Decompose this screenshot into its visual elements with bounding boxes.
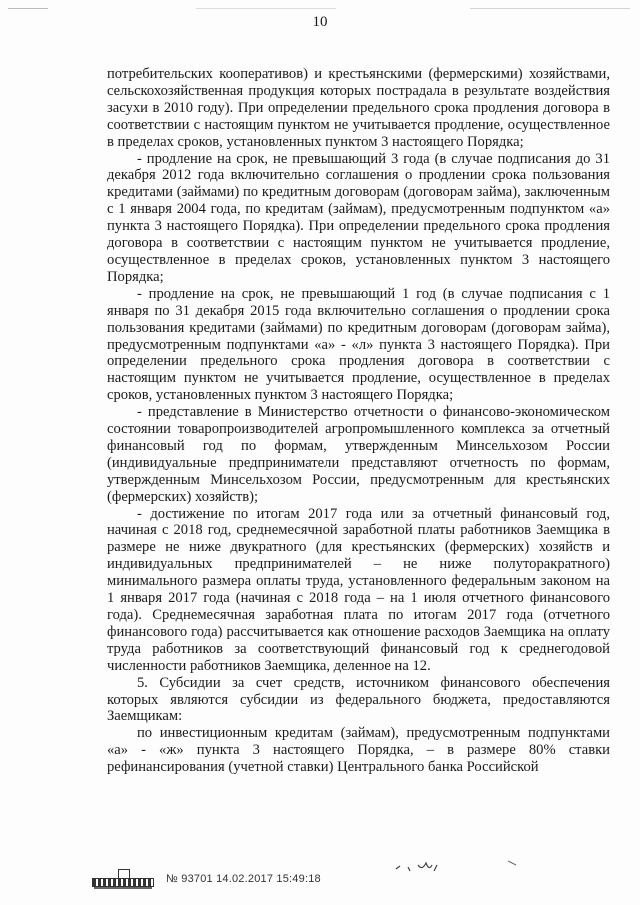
- scan-artifact: [470, 8, 630, 9]
- document-number: № 93701 14.02.2017 15:49:18: [166, 873, 321, 885]
- document-body: [107, 66, 610, 776]
- paragraph: по инвестиционным кредитам (займам), предусмотренным подпунктами «а» - «ж» пункта 3 настоящего Порядка, – в размере 80% ставки рефинансирования (учетной ставки) Центрального банка Российской: [107, 725, 610, 776]
- paragraph: - продление на срок, не превышающий 3 года (в случае подписания до 31 декабря 2012 года включительно соглашения о продлении срока пользования кредитами (займами) по кредитным договорам (договорам займа), заключенным с 1 января 2004 года, по кредитам (займам), предусмотренным подпунктом «а» пункта 3 настоящего Порядка). При определении предельного срока продления договора в соответствии с настоящим пунктом не учитывается продление, осуществленное в пределах сроков, установленных пунктом 3 настоящего Порядка;: [107, 150, 610, 285]
- pen-marks-icon: [388, 855, 538, 885]
- scan-artifact: [8, 8, 48, 9]
- document-footer: [92, 866, 321, 892]
- paragraph: - продление на срок, не превышающий 1 год (в случае подписания с 1 января по 31 декабря 2015 года включительно соглашения о продлении срока пользования кредитами (займами) по кредитным договорам (договорам займа), предусмотренным подпунктами «а» - «л» пункта 3 настоящего Порядка). При определении предельного срока продления договора в соответствии с настоящим пунктом не учитывается продление, осуществленное в пределах сроков, установленных пунктом 3 настоящего Порядка;: [107, 285, 610, 404]
- paragraph: 5. Субсидии за счет средств, источником финансового обеспечения которых являются субсидии из федерального бюджета, предоставляются Заемщикам:: [107, 674, 610, 725]
- scan-artifact: [196, 8, 336, 9]
- paragraph: - представление в Министерство отчетности о финансово-экономическом состоянии товаропроизводителей агропромышленного комплекса за отчетный финансовый год по формам, утвержденным Минсельхозом России (индивидуальные предприниматели представляют отчетность по формам, утвержденным Минсельхозом России, предусмотренным для крестьянских (фермерских) хозяйств);: [107, 404, 610, 505]
- page-number: 10: [312, 14, 328, 30]
- registry-stamp-icon: [92, 868, 154, 890]
- paragraph: - достижение по итогам 2017 года или за отчетный финансовый год, начиная с 2018 год, среднемесячной заработной платы работников Заемщика в размере не ниже двукратного (для крестьянских (фермерских) хозяйств и индивидуальных предпринимателей – не ниже полуторакратного) минимального размера оплаты труда, установленного федеральным законом на 1 января 2017 года (начиная с 2018 года – на 1 июля отчетного финансового года). Среднемесячная заработная плата по итогам 2017 года (отчетного финансового года) рассчитывается как отношение расходов Заемщика на оплату труда работников за соответствующий финансовый год к среднегодовой численности работников Заемщика, деленное на 12.: [107, 505, 610, 674]
- paragraph: потребительских кооперативов) и крестьянскими (фермерскими) хозяйствами, сельскохозяйственная продукция которых пострадала в результате воздействия засухи в 2010 году). При определении предельного срока продления договора в соответствии с настоящим пунктом не учитывается продление, осуществленное в пределах сроков, установленных пунктом 3 настоящего Порядка;: [107, 66, 610, 150]
